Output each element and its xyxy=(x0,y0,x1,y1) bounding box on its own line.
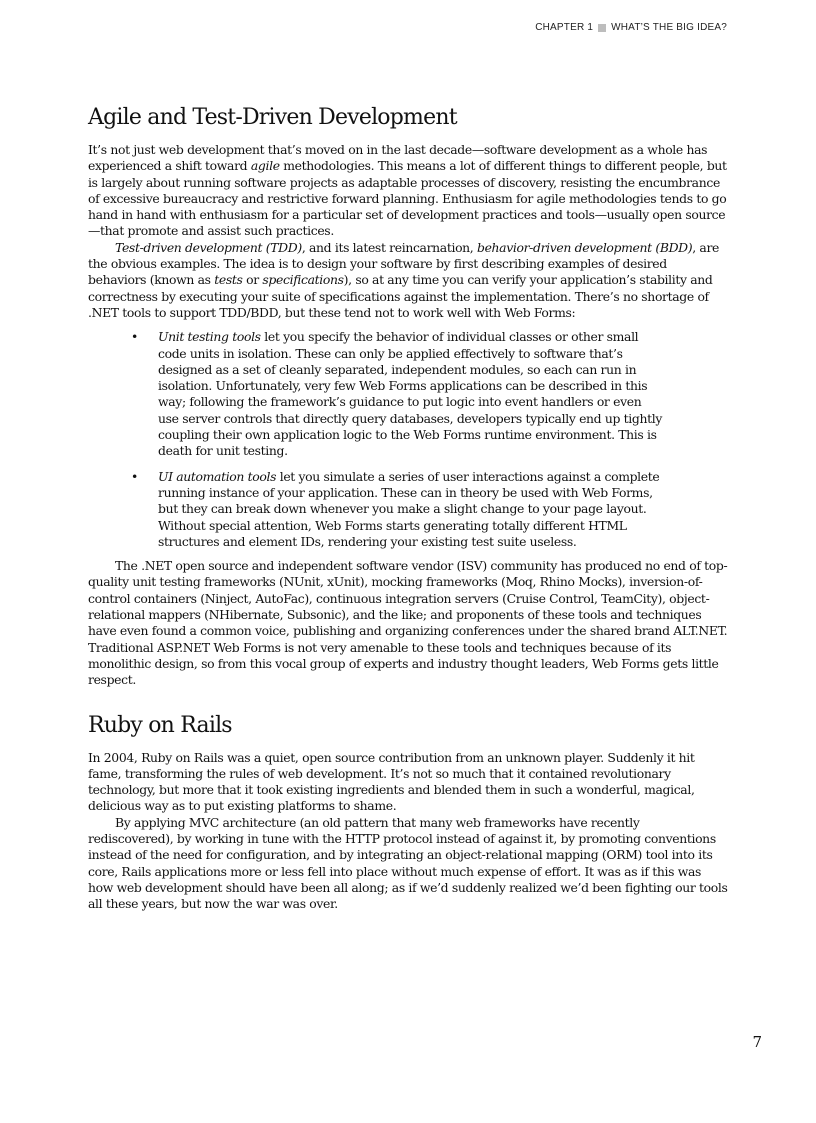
section-heading-agile: Agile and Test-Driven Development xyxy=(88,105,457,130)
paragraph-rails-intro: In 2004, Ruby on Rails was a quiet, open source contribution from an unknown player. Suddenly it hit fame, transforming the rules of web development. It’s not so much that it contained revolutionary technology, but more that it took existing ingredients and blended them in such a wonderful, magical, delicious way as to put existing platforms to shame. xyxy=(88,749,695,814)
bullet-icon: • xyxy=(131,468,138,484)
paragraph-rails-mvc: By applying MVC architecture (an old pattern that many web frameworks have recently rediscovered), by working in tune with the HTTP protocol instead of against it, by promoting conventions instead of the need for configuration, and by integrating an object-relational mapping (ORM) tool into its core, Rails applications more or less fell into place without much expense of effort. It was as if this was how web development should have been all along; as if we’d suddenly realized we’d been fighting our tools all these years, but now the war was over. xyxy=(88,814,728,912)
page-number: 7 xyxy=(752,1033,762,1051)
running-head xyxy=(535,22,727,33)
emphasis-bdd: behavior-driven development (BDD) xyxy=(476,239,693,255)
list-item xyxy=(88,469,728,550)
bullet-list xyxy=(88,329,728,550)
list-item-text: let you specify the behavior of individual classes or other small code units in isolation. These can only be applied effectively to software that’s designed as a set of cleanly separated, independent modules, so each can run in isolation. Unfortunately, very few Web Forms applications can be described in this way; following the framework’s guidance to put logic into event handlers or even use server controls that directly query databases, developers typically end up tightly coupling their own application logic to the Web Forms runtime environment. This is death for unit testing. xyxy=(158,329,662,459)
list-item xyxy=(88,329,728,459)
paragraph-tdd: Test-driven development (TDD), and its latest reincarnation, behavior-driven development (BDD), are the obvious examples. The idea is to design your software by first describing examples of desired behaviors (known as tests or specifications), so at any time you can verify your application’s stability and correctness by executing your suite of specifications against the implementation. There’s no shortage of .NET tools to support TDD/BDD, but these tend not to work well with Web Forms: xyxy=(88,239,720,320)
paragraph-alt-net: The .NET open source and independent software vendor (ISV) community has produced no end of top-quality unit testing frameworks (NUnit, xUnit), mocking frameworks (Moq, Rhino Mocks), inversion-of-control containers (Ninject, AutoFac), continuous integration servers (Cruise Control, TeamCity), object-relational mappers (NHibernate, Subsonic), and the like; and proponents of these tools and techniques have even found a common voice, publishing and organizing conferences under the shared brand ALT.NET. Traditional ASP.NET Web Forms is not very amenable to these tools and techniques because of its monolithic design, so from this vocal group of experts and industry thought leaders, Web Forms gets little respect. xyxy=(88,558,728,688)
list-item-text: let you simulate a series of user interactions against a complete running instance of your application. These can in theory be used with Web Forms, but they can break down whenever you make a slight change to your page layout. Without special attention, Web Forms starts generating totally different HTML structures and element IDs, rendering your existing test suite useless. xyxy=(158,468,660,549)
chapter-label: CHAPTER 1 xyxy=(535,22,594,33)
page-body xyxy=(88,102,728,912)
emphasis-specifications: specifications xyxy=(262,272,344,288)
bullet-icon: • xyxy=(131,329,138,345)
list-item-term: UI automation tools xyxy=(158,468,277,484)
list-item-term: Unit testing tools xyxy=(158,329,261,345)
paragraph-agile-intro: It’s not just web development that’s moved on in the last decade—software development as a whole has experienced a shift toward agile methodologies. This means a lot of different things to different people, but is largely about running software projects as adaptable processes of discovery, resisting the encumbrance of excessive bureaucracy and restrictive forward planning. Enthusiasm for agile methodologies tends to go hand in hand with enthusiasm for a particular set of development practices and tools—usually open source—that promote and assist such practices. xyxy=(88,142,727,239)
emphasis-tests: tests xyxy=(214,272,243,288)
chapter-title: WHAT’S THE BIG IDEA? xyxy=(611,22,727,33)
emphasis-tdd: Test-driven development (TDD) xyxy=(115,239,302,255)
section-heading-rails: Ruby on Rails xyxy=(88,712,232,738)
separator-square-icon xyxy=(598,24,606,32)
emphasis-agile: agile xyxy=(250,158,280,174)
